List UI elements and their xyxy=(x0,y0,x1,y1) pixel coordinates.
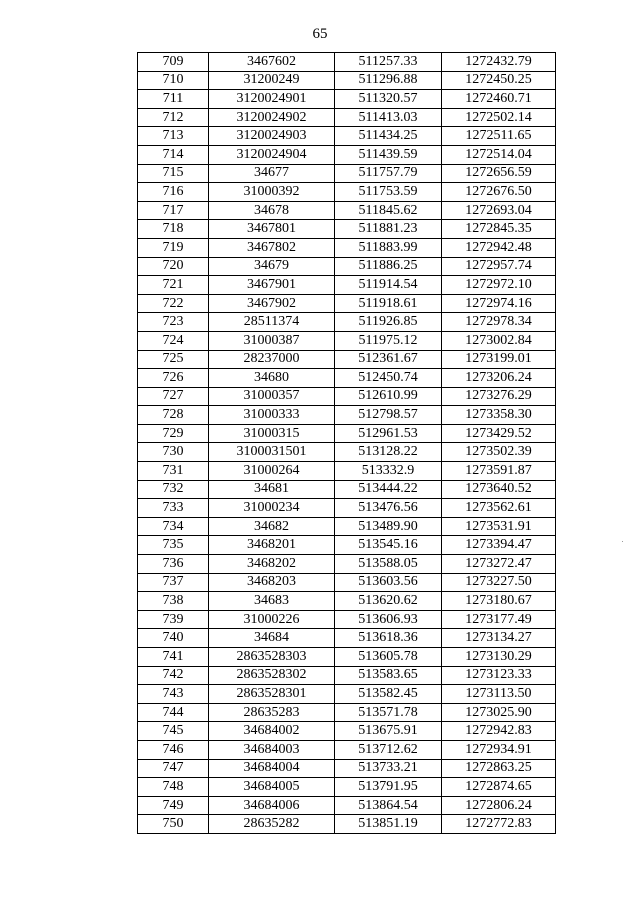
x-coordinate-cell: 511296.88 xyxy=(335,71,442,90)
page-number: 65 xyxy=(312,26,328,42)
point-number-cell: 746 xyxy=(138,740,209,759)
point-code-cell: 34681 xyxy=(209,480,335,499)
y-coordinate-cell: 1273130.29 xyxy=(442,648,556,667)
point-code-cell: 3467801 xyxy=(209,220,335,239)
point-number-cell: 718 xyxy=(138,220,209,239)
table-row xyxy=(138,499,556,518)
y-coordinate-cell: 1272693.04 xyxy=(442,201,556,220)
table-row xyxy=(138,406,556,425)
x-coordinate-cell: 513791.95 xyxy=(335,778,442,797)
point-number-cell: 733 xyxy=(138,499,209,518)
y-coordinate-cell: 1273429.52 xyxy=(442,424,556,443)
table-row xyxy=(138,387,556,406)
point-code-cell: 31000315 xyxy=(209,424,335,443)
point-number-cell: 720 xyxy=(138,257,209,276)
point-code-cell: 34684006 xyxy=(209,796,335,815)
point-code-cell: 34680 xyxy=(209,369,335,388)
point-code-cell: 34677 xyxy=(209,164,335,183)
point-number-cell: 745 xyxy=(138,722,209,741)
point-code-cell: 31000264 xyxy=(209,462,335,481)
table-row xyxy=(138,276,556,295)
point-number-cell: 711 xyxy=(138,90,209,109)
table-row xyxy=(138,71,556,90)
y-coordinate-cell: 1273134.27 xyxy=(442,629,556,648)
x-coordinate-cell: 512361.67 xyxy=(335,350,442,369)
table-row xyxy=(138,778,556,797)
y-coordinate-cell: 1273276.29 xyxy=(442,387,556,406)
table-row xyxy=(138,294,556,313)
y-coordinate-cell: 1273123.33 xyxy=(442,666,556,685)
point-number-cell: 747 xyxy=(138,759,209,778)
table-row xyxy=(138,238,556,257)
table-row xyxy=(138,183,556,202)
point-code-cell: 31000392 xyxy=(209,183,335,202)
point-code-cell: 3467902 xyxy=(209,294,335,313)
x-coordinate-cell: 513618.36 xyxy=(335,629,442,648)
table-row xyxy=(138,722,556,741)
y-coordinate-cell: 1273640.52 xyxy=(442,480,556,499)
table-row xyxy=(138,127,556,146)
point-number-cell: 750 xyxy=(138,815,209,834)
x-coordinate-cell: 511914.54 xyxy=(335,276,442,295)
x-coordinate-cell: 511926.85 xyxy=(335,313,442,332)
table-row xyxy=(138,369,556,388)
point-code-cell: 34684005 xyxy=(209,778,335,797)
x-coordinate-cell: 513582.45 xyxy=(335,685,442,704)
point-code-cell: 31000234 xyxy=(209,499,335,518)
x-coordinate-cell: 513583.65 xyxy=(335,666,442,685)
y-coordinate-cell: 1273206.24 xyxy=(442,369,556,388)
y-coordinate-cell: 1273502.39 xyxy=(442,443,556,462)
point-code-cell: 34678 xyxy=(209,201,335,220)
point-number-cell: 731 xyxy=(138,462,209,481)
y-coordinate-cell: 1272874.65 xyxy=(442,778,556,797)
x-coordinate-cell: 513571.78 xyxy=(335,703,442,722)
point-code-cell: 31000226 xyxy=(209,610,335,629)
point-code-cell: 31200249 xyxy=(209,71,335,90)
x-coordinate-cell: 511845.62 xyxy=(335,201,442,220)
table-row xyxy=(138,90,556,109)
point-code-cell: 3120024901 xyxy=(209,90,335,109)
point-code-cell: 3468203 xyxy=(209,573,335,592)
x-coordinate-cell: 513603.56 xyxy=(335,573,442,592)
point-number-cell: 736 xyxy=(138,555,209,574)
point-code-cell: 3120024902 xyxy=(209,108,335,127)
x-coordinate-cell: 513864.54 xyxy=(335,796,442,815)
y-coordinate-cell: 1272934.91 xyxy=(442,740,556,759)
point-code-cell: 2863528301 xyxy=(209,685,335,704)
x-coordinate-cell: 511320.57 xyxy=(335,90,442,109)
y-coordinate-cell: 1272772.83 xyxy=(442,815,556,834)
y-coordinate-cell: 1273358.30 xyxy=(442,406,556,425)
y-coordinate-cell: 1272957.74 xyxy=(442,257,556,276)
table-row xyxy=(138,145,556,164)
point-number-cell: 740 xyxy=(138,629,209,648)
point-number-cell: 723 xyxy=(138,313,209,332)
coordinates-table-body xyxy=(138,53,556,834)
point-number-cell: 726 xyxy=(138,369,209,388)
table-row xyxy=(138,108,556,127)
point-code-cell: 31000333 xyxy=(209,406,335,425)
y-coordinate-cell: 1272863.25 xyxy=(442,759,556,778)
x-coordinate-cell: 511881.23 xyxy=(335,220,442,239)
y-coordinate-cell: 1273272.47 xyxy=(442,555,556,574)
x-coordinate-cell: 513489.90 xyxy=(335,517,442,536)
y-coordinate-cell: 1272978.34 xyxy=(442,313,556,332)
y-coordinate-cell: 1272972.10 xyxy=(442,276,556,295)
y-coordinate-cell: 1272514.04 xyxy=(442,145,556,164)
table-row xyxy=(138,164,556,183)
x-coordinate-cell: 511753.59 xyxy=(335,183,442,202)
point-number-cell: 725 xyxy=(138,350,209,369)
y-coordinate-cell: 1273113.50 xyxy=(442,685,556,704)
point-code-cell: 34683 xyxy=(209,592,335,611)
y-coordinate-cell: 1272511.65 xyxy=(442,127,556,146)
point-number-cell: 748 xyxy=(138,778,209,797)
y-coordinate-cell: 1272845.35 xyxy=(442,220,556,239)
point-code-cell: 34682 xyxy=(209,517,335,536)
y-coordinate-cell: 1272806.24 xyxy=(442,796,556,815)
table-row xyxy=(138,610,556,629)
y-coordinate-cell: 1272460.71 xyxy=(442,90,556,109)
point-number-cell: 715 xyxy=(138,164,209,183)
point-number-cell: 728 xyxy=(138,406,209,425)
y-coordinate-cell: 1272502.14 xyxy=(442,108,556,127)
point-code-cell: 34684004 xyxy=(209,759,335,778)
x-coordinate-cell: 511757.79 xyxy=(335,164,442,183)
table-row xyxy=(138,350,556,369)
table-row xyxy=(138,666,556,685)
x-coordinate-cell: 513605.78 xyxy=(335,648,442,667)
x-coordinate-cell: 511257.33 xyxy=(335,53,442,72)
point-number-cell: 735 xyxy=(138,536,209,555)
point-number-cell: 739 xyxy=(138,610,209,629)
x-coordinate-cell: 513851.19 xyxy=(335,815,442,834)
table-row xyxy=(138,740,556,759)
point-code-cell: 28237000 xyxy=(209,350,335,369)
point-number-cell: 744 xyxy=(138,703,209,722)
point-code-cell: 3468201 xyxy=(209,536,335,555)
point-code-cell: 2863528302 xyxy=(209,666,335,685)
point-code-cell: 34684003 xyxy=(209,740,335,759)
x-coordinate-cell: 511413.03 xyxy=(335,108,442,127)
x-coordinate-cell: 511883.99 xyxy=(335,238,442,257)
point-number-cell: 712 xyxy=(138,108,209,127)
point-number-cell: 717 xyxy=(138,201,209,220)
y-coordinate-cell: 1273002.84 xyxy=(442,331,556,350)
table-row xyxy=(138,517,556,536)
table-row xyxy=(138,201,556,220)
table-row xyxy=(138,257,556,276)
point-number-cell: 710 xyxy=(138,71,209,90)
table-row xyxy=(138,648,556,667)
y-coordinate-cell: 1272432.79 xyxy=(442,53,556,72)
x-coordinate-cell: 513606.93 xyxy=(335,610,442,629)
scan-artifact-dot xyxy=(622,541,623,542)
table-row xyxy=(138,220,556,239)
point-code-cell: 2863528303 xyxy=(209,648,335,667)
point-code-cell: 31000357 xyxy=(209,387,335,406)
point-number-cell: 730 xyxy=(138,443,209,462)
point-code-cell: 34684 xyxy=(209,629,335,648)
y-coordinate-cell: 1272676.50 xyxy=(442,183,556,202)
point-code-cell: 3467602 xyxy=(209,53,335,72)
x-coordinate-cell: 513620.62 xyxy=(335,592,442,611)
point-number-cell: 737 xyxy=(138,573,209,592)
point-number-cell: 738 xyxy=(138,592,209,611)
point-number-cell: 749 xyxy=(138,796,209,815)
table-row xyxy=(138,555,556,574)
x-coordinate-cell: 512610.99 xyxy=(335,387,442,406)
y-coordinate-cell: 1272656.59 xyxy=(442,164,556,183)
x-coordinate-cell: 513733.21 xyxy=(335,759,442,778)
point-number-cell: 714 xyxy=(138,145,209,164)
table-row xyxy=(138,313,556,332)
y-coordinate-cell: 1272942.48 xyxy=(442,238,556,257)
table-row xyxy=(138,443,556,462)
point-code-cell: 3468202 xyxy=(209,555,335,574)
table-row xyxy=(138,629,556,648)
x-coordinate-cell: 513476.56 xyxy=(335,499,442,518)
point-code-cell: 3100031501 xyxy=(209,443,335,462)
x-coordinate-cell: 511975.12 xyxy=(335,331,442,350)
table-row xyxy=(138,685,556,704)
point-code-cell: 34679 xyxy=(209,257,335,276)
point-code-cell: 3120024903 xyxy=(209,127,335,146)
y-coordinate-cell: 1273394.47 xyxy=(442,536,556,555)
point-number-cell: 713 xyxy=(138,127,209,146)
point-code-cell: 34684002 xyxy=(209,722,335,741)
x-coordinate-cell: 513332.9 xyxy=(335,462,442,481)
point-number-cell: 732 xyxy=(138,480,209,499)
x-coordinate-cell: 511918.61 xyxy=(335,294,442,313)
point-number-cell: 743 xyxy=(138,685,209,704)
point-number-cell: 709 xyxy=(138,53,209,72)
x-coordinate-cell: 513444.22 xyxy=(335,480,442,499)
y-coordinate-cell: 1273180.67 xyxy=(442,592,556,611)
point-number-cell: 741 xyxy=(138,648,209,667)
x-coordinate-cell: 512450.74 xyxy=(335,369,442,388)
table-row xyxy=(138,796,556,815)
x-coordinate-cell: 511439.59 xyxy=(335,145,442,164)
point-code-cell: 28635282 xyxy=(209,815,335,834)
y-coordinate-cell: 1273199.01 xyxy=(442,350,556,369)
point-code-cell: 3120024904 xyxy=(209,145,335,164)
point-number-cell: 721 xyxy=(138,276,209,295)
point-number-cell: 729 xyxy=(138,424,209,443)
y-coordinate-cell: 1273531.91 xyxy=(442,517,556,536)
x-coordinate-cell: 513128.22 xyxy=(335,443,442,462)
y-coordinate-cell: 1273025.90 xyxy=(442,703,556,722)
x-coordinate-cell: 513545.16 xyxy=(335,536,442,555)
point-code-cell: 3467901 xyxy=(209,276,335,295)
table-row xyxy=(138,573,556,592)
point-code-cell: 28511374 xyxy=(209,313,335,332)
x-coordinate-cell: 512798.57 xyxy=(335,406,442,425)
x-coordinate-cell: 511434.25 xyxy=(335,127,442,146)
x-coordinate-cell: 513712.62 xyxy=(335,740,442,759)
table-row xyxy=(138,536,556,555)
point-number-cell: 719 xyxy=(138,238,209,257)
point-number-cell: 742 xyxy=(138,666,209,685)
coordinates-table xyxy=(137,52,556,834)
point-number-cell: 722 xyxy=(138,294,209,313)
point-number-cell: 716 xyxy=(138,183,209,202)
y-coordinate-cell: 1273227.50 xyxy=(442,573,556,592)
x-coordinate-cell: 511886.25 xyxy=(335,257,442,276)
table-row xyxy=(138,703,556,722)
point-code-cell: 28635283 xyxy=(209,703,335,722)
table-row xyxy=(138,592,556,611)
table-row xyxy=(138,331,556,350)
x-coordinate-cell: 513588.05 xyxy=(335,555,442,574)
y-coordinate-cell: 1272974.16 xyxy=(442,294,556,313)
y-coordinate-cell: 1273562.61 xyxy=(442,499,556,518)
point-code-cell: 3467802 xyxy=(209,238,335,257)
point-code-cell: 31000387 xyxy=(209,331,335,350)
x-coordinate-cell: 512961.53 xyxy=(335,424,442,443)
table-row xyxy=(138,480,556,499)
table-row xyxy=(138,815,556,834)
point-number-cell: 727 xyxy=(138,387,209,406)
x-coordinate-cell: 513675.91 xyxy=(335,722,442,741)
point-number-cell: 724 xyxy=(138,331,209,350)
table-row xyxy=(138,759,556,778)
y-coordinate-cell: 1273177.49 xyxy=(442,610,556,629)
point-number-cell: 734 xyxy=(138,517,209,536)
y-coordinate-cell: 1272942.83 xyxy=(442,722,556,741)
y-coordinate-cell: 1272450.25 xyxy=(442,71,556,90)
y-coordinate-cell: 1273591.87 xyxy=(442,462,556,481)
table-row xyxy=(138,53,556,72)
table-row xyxy=(138,424,556,443)
table-row xyxy=(138,462,556,481)
